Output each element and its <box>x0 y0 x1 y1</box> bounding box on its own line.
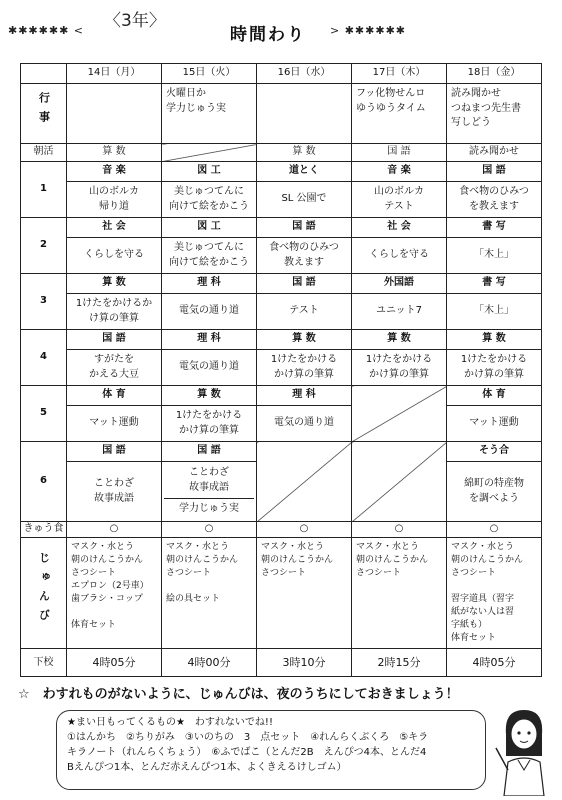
subject-cell: 国 語 <box>162 442 257 462</box>
lunch-mark: ○ <box>67 522 162 538</box>
period-number: 4 <box>21 330 67 386</box>
events-row <box>21 84 542 144</box>
subject-cell: 算 数 <box>352 330 447 350</box>
prep-cell: マスク・水とう 朝のけんこうかん さつシート <box>352 538 447 649</box>
morning-cell-empty <box>162 144 257 162</box>
prep-row <box>21 538 542 649</box>
lesson-content-cell: 美じゅつてんに 向けて絵をかこう <box>162 238 257 274</box>
subject-cell: 道とく <box>257 162 352 182</box>
dismissal-time: 4時05分 <box>447 649 542 677</box>
period-subject-row <box>21 162 542 182</box>
lesson-content-cell: 山のボルカ テスト <box>352 182 447 218</box>
morning-cell: 読み聞かせ <box>447 144 542 162</box>
period-subject-row <box>21 274 542 294</box>
lesson-content-cell: マット運動 <box>67 406 162 442</box>
page-title: 時間わり <box>230 25 306 45</box>
event-cell <box>67 84 162 144</box>
flower-border-left: ✱✱✱✱✱✱ < <box>8 24 85 37</box>
lesson-content-cell: くらしを守る <box>67 238 162 274</box>
lesson-content-cell: 電気の通り道 <box>257 406 352 442</box>
lesson-content-cell: 食べ物のひみつ 教えます <box>257 238 352 274</box>
box-line: ①はんかち ②ちりがみ ③いのちの 3 点セット ④れんらくぶくろ ⑤キラ <box>67 732 429 743</box>
lesson-content-cell: 綿町の特産物 を調べよう <box>447 462 542 522</box>
lesson-content-cell: ことわざ 故事成語 <box>67 462 162 522</box>
corner-cell <box>21 64 67 84</box>
dismissal-time: 2時15分 <box>352 649 447 677</box>
lesson-content-cell: マット運動 <box>447 406 542 442</box>
period-number: 3 <box>21 274 67 330</box>
lesson-extra: 学力じゅう実 <box>164 498 254 517</box>
subject-cell: 書 写 <box>447 274 542 294</box>
period-number: 1 <box>21 162 67 218</box>
period-subject-row <box>21 442 542 462</box>
subject-cell: 理 科 <box>162 274 257 294</box>
period-content-row <box>21 294 542 330</box>
subject-cell: 算 数 <box>257 330 352 350</box>
subject-cell: 国 語 <box>67 330 162 350</box>
lesson-content-cell: くらしを守る <box>352 238 447 274</box>
box-heading: ★まい日もってくるもの★ わすれないでね!! <box>67 717 273 728</box>
subject-cell: 国 語 <box>447 162 542 182</box>
prep-label: じゅんび <box>21 538 67 649</box>
lesson-content-cell: 「木上」 <box>447 238 542 274</box>
subject-cell: そう合 <box>447 442 542 462</box>
empty-period-cell <box>352 442 447 522</box>
subject-cell: 理 科 <box>162 330 257 350</box>
prep-cell: マスク・水とう 朝のけんこうかん さつシート エプロン（2号車） 歯ブラシ・コップ 体育セット <box>67 538 162 649</box>
subject-cell: 国 語 <box>257 218 352 238</box>
daily-items-box <box>56 710 486 790</box>
morning-label: 朝活 <box>21 144 67 162</box>
lunch-mark: ○ <box>162 522 257 538</box>
period-subject-row <box>21 218 542 238</box>
day-header: 14日（月） <box>67 64 162 84</box>
lunch-mark: ○ <box>352 522 447 538</box>
teacher-illustration <box>492 704 556 796</box>
subject-cell: 図 工 <box>162 162 257 182</box>
day-header: 16日（水） <box>257 64 352 84</box>
morning-cell: 算 数 <box>257 144 352 162</box>
subject-cell: 音 楽 <box>67 162 162 182</box>
lunch-mark: ○ <box>447 522 542 538</box>
lunch-label: きゅう食 <box>21 522 67 538</box>
dismissal-time: 3時10分 <box>257 649 352 677</box>
prep-cell: マスク・水とう 朝のけんこうかん さつシート 習字道具（習字 紙がない人は習 字紙も） 体育セット <box>447 538 542 649</box>
subject-cell: 国 語 <box>67 442 162 462</box>
lesson-content: ことわざ 故事成語 <box>189 467 229 493</box>
morning-cell: 国 語 <box>352 144 447 162</box>
period-number: 2 <box>21 218 67 274</box>
lesson-content-cell: 電気の通り道 <box>162 350 257 386</box>
subject-cell: 外国語 <box>352 274 447 294</box>
lesson-content-cell: 1けたをかける かけ算の筆算 <box>352 350 447 386</box>
subject-cell: 国 語 <box>257 274 352 294</box>
subject-cell: 算 数 <box>162 386 257 406</box>
day-header-row <box>21 64 542 84</box>
dismissal-time: 4時05分 <box>67 649 162 677</box>
dismissal-time: 4時00分 <box>162 649 257 677</box>
period-number: 5 <box>21 386 67 442</box>
subject-cell: 体 育 <box>447 386 542 406</box>
lesson-content-cell <box>162 462 257 522</box>
event-cell: フッ化物せんロ ゆうゆうタイム <box>352 84 447 144</box>
flower-border-right: > ✱✱✱✱✱✱ <box>330 24 407 37</box>
dismissal-row <box>21 649 542 677</box>
grade-label: 〈3年〉 <box>104 11 166 31</box>
dismissal-label: 下校 <box>21 649 67 677</box>
period-subject-row <box>21 386 542 406</box>
subject-cell: 算 数 <box>447 330 542 350</box>
subject-cell: 音 楽 <box>352 162 447 182</box>
lesson-content-cell: 1けたをかける かけ算の筆算 <box>257 350 352 386</box>
prep-cell: マスク・水とう 朝のけんこうかん さつシート 絵の具セット <box>162 538 257 649</box>
subject-cell: 社 会 <box>352 218 447 238</box>
period-content-row <box>21 350 542 386</box>
lesson-content-cell: 1けたをかける かけ算の筆算 <box>447 350 542 386</box>
period-content-row <box>21 238 542 274</box>
lesson-content-cell: 1けたをかけるか け算の筆算 <box>67 294 162 330</box>
lesson-content-cell: すがたを かえる大豆 <box>67 350 162 386</box>
empty-period-cell <box>352 386 447 442</box>
prep-cell: マスク・水とう 朝のけんこうかん さつシート <box>257 538 352 649</box>
subject-cell: 図 工 <box>162 218 257 238</box>
morning-row <box>21 144 542 162</box>
timetable <box>20 63 542 677</box>
period-content-row <box>21 406 542 442</box>
lesson-content-cell: ユニット7 <box>352 294 447 330</box>
lesson-content-cell: 食べ物のひみつ を教えます <box>447 182 542 218</box>
period-subject-row <box>21 330 542 350</box>
periods-body <box>21 162 542 522</box>
event-cell: 読み聞かせ つねまつ先生書 写しどう <box>447 84 542 144</box>
subject-cell: 体 育 <box>67 386 162 406</box>
lesson-content-cell: 美じゅつてんに 向けて絵をかこう <box>162 182 257 218</box>
day-header: 18日（金） <box>447 64 542 84</box>
lunch-mark: ○ <box>257 522 352 538</box>
subject-cell: 社 会 <box>67 218 162 238</box>
lesson-content-cell: 「木上」 <box>447 294 542 330</box>
event-cell: 火曜日か 学力じゅう実 <box>162 84 257 144</box>
subject-cell: 算 数 <box>67 274 162 294</box>
subject-cell: 理 科 <box>257 386 352 406</box>
empty-period-cell <box>257 442 352 522</box>
box-line: キラノート（れんらくちょう） ⑥ふでばこ（とんだ2B えんぴつ4本、とんだ4 <box>67 747 427 758</box>
lunch-row <box>21 522 542 538</box>
lesson-content-cell: SL 公園で <box>257 182 352 218</box>
events-label: 行事 <box>21 84 67 144</box>
event-cell <box>257 84 352 144</box>
lesson-content-cell: 1けたをかける かけ算の筆算 <box>162 406 257 442</box>
period-number: 6 <box>21 442 67 522</box>
lesson-content-cell: 山のボルカ 帰り道 <box>67 182 162 218</box>
subject-cell: 書 写 <box>447 218 542 238</box>
day-header: 15日（火） <box>162 64 257 84</box>
lesson-content-cell: 電気の通り道 <box>162 294 257 330</box>
box-line: Bえんぴつ1本、とんだ赤えんぴつ1本、よくきえるけしゴム） <box>67 762 347 773</box>
lesson-content-cell: テスト <box>257 294 352 330</box>
morning-cell: 算 数 <box>67 144 162 162</box>
period-content-row <box>21 182 542 218</box>
reminder-text: ☆ わすれものがないように、じゅんびは、夜のうちにしておきましょう！ <box>18 687 459 702</box>
day-header: 17日（木） <box>352 64 447 84</box>
